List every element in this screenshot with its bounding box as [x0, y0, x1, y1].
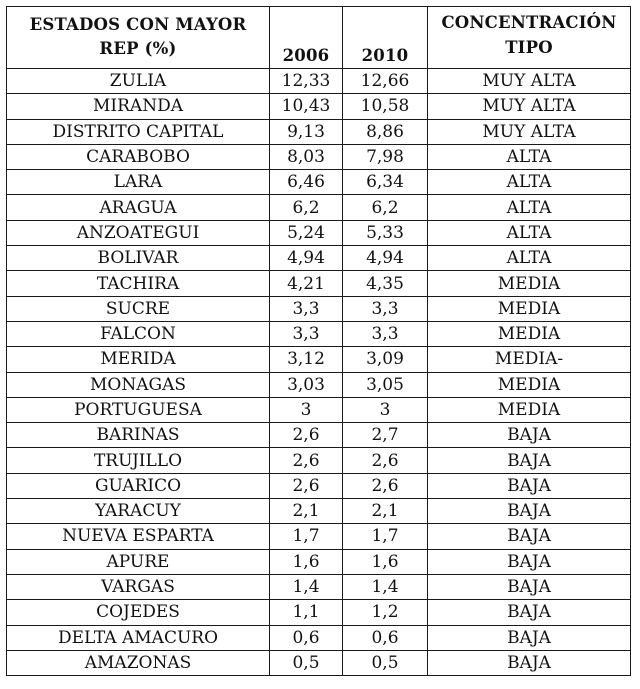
table-row — [7, 473, 631, 498]
state-cell: MIRANDA — [7, 94, 270, 119]
value-2006-cell: 3 — [270, 397, 343, 422]
state-cell: GUARICO — [7, 473, 270, 498]
state-cell: AMAZONAS — [7, 650, 270, 675]
tipo-cell: BAJA — [428, 600, 631, 625]
tipo-cell: ALTA — [428, 144, 631, 169]
value-2010-cell: 6,34 — [343, 170, 428, 195]
table-row — [7, 321, 631, 346]
state-cell: VARGAS — [7, 574, 270, 599]
table-row — [7, 625, 631, 650]
value-2010-cell: 2,7 — [343, 423, 428, 448]
state-cell: NUEVA ESPARTA — [7, 524, 270, 549]
header-state-line1: ESTADOS CON MAYOR — [29, 15, 247, 34]
value-2006-cell: 8,03 — [270, 144, 343, 169]
value-2010-cell: 8,86 — [343, 119, 428, 144]
state-cell: ANZOATEGUI — [7, 220, 270, 245]
header-2006: 2006 — [270, 7, 343, 69]
tipo-cell: BAJA — [428, 473, 631, 498]
tipo-cell: MUY ALTA — [428, 119, 631, 144]
tipo-cell: MEDIA — [428, 296, 631, 321]
value-2006-cell: 9,13 — [270, 119, 343, 144]
value-2010-cell: 12,66 — [343, 69, 428, 94]
value-2006-cell: 1,4 — [270, 574, 343, 599]
state-cell: CARABOBO — [7, 144, 270, 169]
value-2006-cell: 3,03 — [270, 372, 343, 397]
value-2006-cell: 5,24 — [270, 220, 343, 245]
table-row — [7, 423, 631, 448]
value-2006-cell: 0,6 — [270, 625, 343, 650]
table-row — [7, 372, 631, 397]
value-2006-cell: 4,94 — [270, 246, 343, 271]
tipo-cell: MEDIA — [428, 397, 631, 422]
table-row — [7, 195, 631, 220]
tipo-cell: MEDIA — [428, 372, 631, 397]
state-cell: APURE — [7, 549, 270, 574]
header-2010: 2010 — [343, 7, 428, 69]
value-2006-cell: 3,3 — [270, 321, 343, 346]
value-2006-cell: 2,6 — [270, 423, 343, 448]
table-row — [7, 549, 631, 574]
tipo-cell: MEDIA — [428, 321, 631, 346]
table-row — [7, 69, 631, 94]
value-2006-cell: 0,5 — [270, 650, 343, 675]
state-cell: DELTA AMACURO — [7, 625, 270, 650]
value-2006-cell: 2,6 — [270, 473, 343, 498]
table-row — [7, 524, 631, 549]
table-row — [7, 650, 631, 675]
value-2010-cell: 0,5 — [343, 650, 428, 675]
table-row — [7, 448, 631, 473]
table-row — [7, 220, 631, 245]
tipo-cell: MUY ALTA — [428, 69, 631, 94]
tipo-cell: MUY ALTA — [428, 94, 631, 119]
value-2010-cell: 0,6 — [343, 625, 428, 650]
tipo-cell: BAJA — [428, 549, 631, 574]
tipo-cell: BAJA — [428, 423, 631, 448]
state-cell: FALCON — [7, 321, 270, 346]
tipo-cell: ALTA — [428, 195, 631, 220]
value-2006-cell: 10,43 — [270, 94, 343, 119]
table-row — [7, 246, 631, 271]
concentration-table — [6, 6, 631, 676]
value-2010-cell: 2,6 — [343, 473, 428, 498]
table-row — [7, 574, 631, 599]
value-2006-cell: 2,1 — [270, 499, 343, 524]
header-tipo — [428, 7, 631, 69]
state-cell: MERIDA — [7, 347, 270, 372]
value-2010-cell: 10,58 — [343, 94, 428, 119]
tipo-cell: BAJA — [428, 524, 631, 549]
value-2006-cell: 2,6 — [270, 448, 343, 473]
tipo-cell: ALTA — [428, 246, 631, 271]
table-row — [7, 94, 631, 119]
state-cell: TRUJILLO — [7, 448, 270, 473]
tipo-cell: BAJA — [428, 650, 631, 675]
state-cell: TACHIRA — [7, 271, 270, 296]
value-2010-cell: 3 — [343, 397, 428, 422]
value-2006-cell: 12,33 — [270, 69, 343, 94]
table-row — [7, 271, 631, 296]
table-row — [7, 397, 631, 422]
state-cell: LARA — [7, 170, 270, 195]
tipo-cell: BAJA — [428, 448, 631, 473]
table-row — [7, 347, 631, 372]
value-2010-cell: 1,2 — [343, 600, 428, 625]
value-2010-cell: 7,98 — [343, 144, 428, 169]
value-2006-cell: 6,46 — [270, 170, 343, 195]
tipo-cell: MEDIA — [428, 271, 631, 296]
tipo-cell: BAJA — [428, 574, 631, 599]
state-cell: ARAGUA — [7, 195, 270, 220]
header-tipo-line1: CONCENTRACIÓN — [441, 13, 617, 32]
value-2006-cell: 1,1 — [270, 600, 343, 625]
value-2010-cell: 4,94 — [343, 246, 428, 271]
tipo-cell: BAJA — [428, 625, 631, 650]
state-cell: YARACUY — [7, 499, 270, 524]
tipo-cell: MEDIA- — [428, 347, 631, 372]
value-2010-cell: 1,7 — [343, 524, 428, 549]
tipo-cell: BAJA — [428, 499, 631, 524]
state-cell: BARINAS — [7, 423, 270, 448]
value-2010-cell: 2,1 — [343, 499, 428, 524]
value-2010-cell: 3,3 — [343, 296, 428, 321]
value-2010-cell: 2,6 — [343, 448, 428, 473]
value-2010-cell: 3,09 — [343, 347, 428, 372]
header-state — [7, 7, 270, 69]
table-row — [7, 600, 631, 625]
value-2006-cell: 1,7 — [270, 524, 343, 549]
value-2010-cell: 4,35 — [343, 271, 428, 296]
value-2006-cell: 6,2 — [270, 195, 343, 220]
header-state-line2: REP (%) — [99, 39, 177, 58]
table-row — [7, 119, 631, 144]
value-2010-cell: 3,3 — [343, 321, 428, 346]
table-row — [7, 296, 631, 321]
header-tipo-line2: TIPO — [505, 38, 553, 57]
value-2010-cell: 3,05 — [343, 372, 428, 397]
state-cell: PORTUGUESA — [7, 397, 270, 422]
state-cell: ZULIA — [7, 69, 270, 94]
value-2010-cell: 6,2 — [343, 195, 428, 220]
table-body — [7, 69, 631, 676]
table-row — [7, 499, 631, 524]
value-2006-cell: 1,6 — [270, 549, 343, 574]
value-2010-cell: 1,6 — [343, 549, 428, 574]
value-2010-cell: 1,4 — [343, 574, 428, 599]
state-cell: BOLIVAR — [7, 246, 270, 271]
header-row — [7, 7, 631, 69]
tipo-cell: ALTA — [428, 220, 631, 245]
state-cell: MONAGAS — [7, 372, 270, 397]
state-cell: DISTRITO CAPITAL — [7, 119, 270, 144]
tipo-cell: ALTA — [428, 170, 631, 195]
state-cell: COJEDES — [7, 600, 270, 625]
value-2006-cell: 3,3 — [270, 296, 343, 321]
value-2010-cell: 5,33 — [343, 220, 428, 245]
state-cell: SUCRE — [7, 296, 270, 321]
table-row — [7, 170, 631, 195]
value-2006-cell: 4,21 — [270, 271, 343, 296]
table-row — [7, 144, 631, 169]
value-2006-cell: 3,12 — [270, 347, 343, 372]
